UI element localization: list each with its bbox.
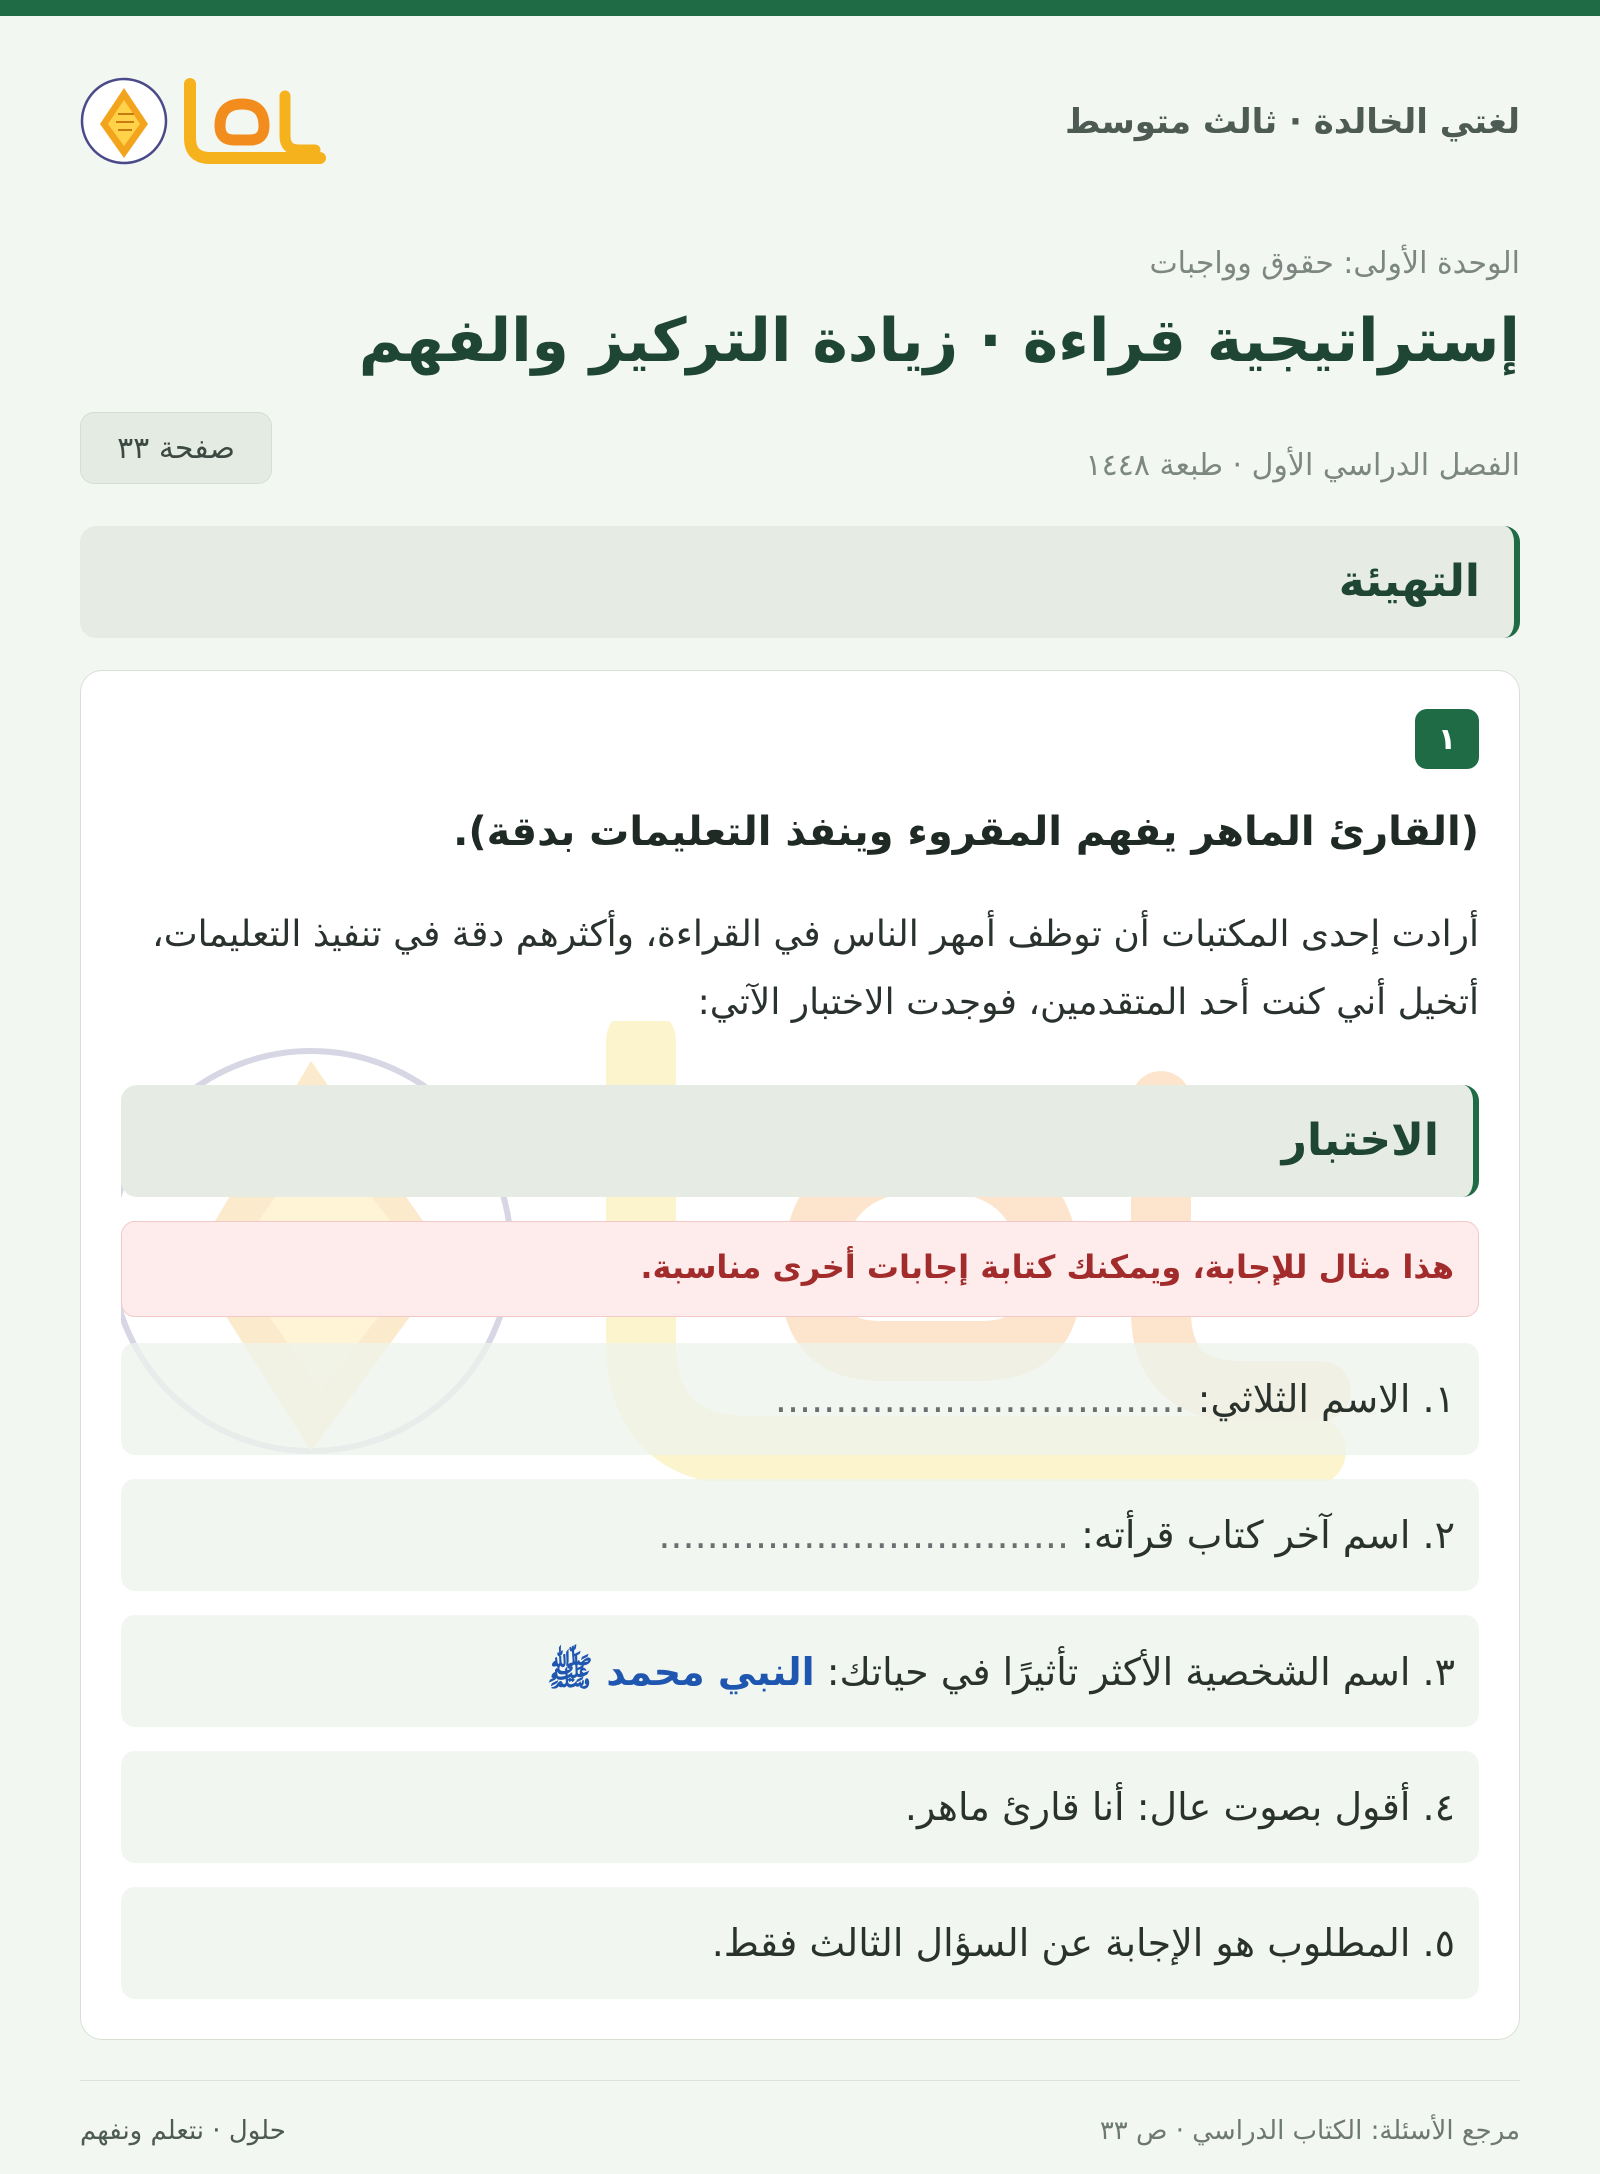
page-badge: صفحة ٣٣ [80,412,272,484]
page [80,16,1520,2174]
lesson-title: إستراتيجية قراءة · زيادة التركيز والفهم [358,306,1520,376]
question-card [80,670,1520,2040]
section-header [80,526,1520,638]
blank-line: .................................. [774,1377,1186,1421]
lesson-meta: الفصل الدراسي الأول · طبعة ١٤٤٨ [1085,448,1520,483]
test-item-5 [121,1887,1479,1999]
answer-note [121,1221,1479,1317]
test-item-2 [121,1479,1479,1591]
test-item-4 [121,1751,1479,1863]
question-paragraph: أرادت إحدى المكتبات أن توظف أمهر الناس في القراءة، وأكثرهم دقة في تنفيذ التعليمات، أتخيل أني كنت أحد المتقدمين، فوجدت الاختبار الآتي: [152,914,1479,1023]
test-item-text: ٣. اسم الشخصية الأكثر تأثيرًا في حياتك: النبي محمد ﷺ [547,1650,1455,1694]
top-accent-bar [0,0,1600,16]
test-header [121,1085,1479,1197]
hulul-logo [80,66,360,176]
answer-text: النبي محمد ﷺ [547,1650,815,1694]
section-title: التهيئة [1338,556,1480,607]
blank-line: .................................. [658,1513,1070,1557]
footer-brand: حلول · نتعلم ونفهم [80,2116,286,2146]
question-number: ١ [1415,709,1479,769]
test-item-text: ٥. المطلوب هو الإجابة عن السؤال الثالث فقط. [711,1921,1455,1965]
test-item-3 [121,1615,1479,1727]
test-item-text: ٤. أقول بصوت عال: أنا قارئ ماهر. [904,1785,1455,1829]
test-item-text: ٢. اسم آخر كتاب قرأته: .................................. [658,1513,1455,1557]
test-title: الاختبار [1281,1115,1439,1166]
test-item-1 [121,1343,1479,1455]
footer-divider [80,2080,1520,2081]
footer-reference: مرجع الأسئلة: الكتاب الدراسي · ص ٣٣ [1099,2116,1520,2146]
question-quote: (القارئ الماهر يفهم المقروء وينفذ التعليمات بدقة). [453,809,1479,855]
answer-note-text: هذا مثال للإجابة، ويمكنك كتابة إجابات أخرى مناسبة. [640,1248,1454,1286]
unit-label: الوحدة الأولى: حقوق وواجبات [1149,246,1520,281]
test-item-text: ١. الاسم الثلاثي: .................................. [774,1377,1455,1421]
subject-title: لغتي الخالدة · ثالث متوسط [1064,102,1520,142]
